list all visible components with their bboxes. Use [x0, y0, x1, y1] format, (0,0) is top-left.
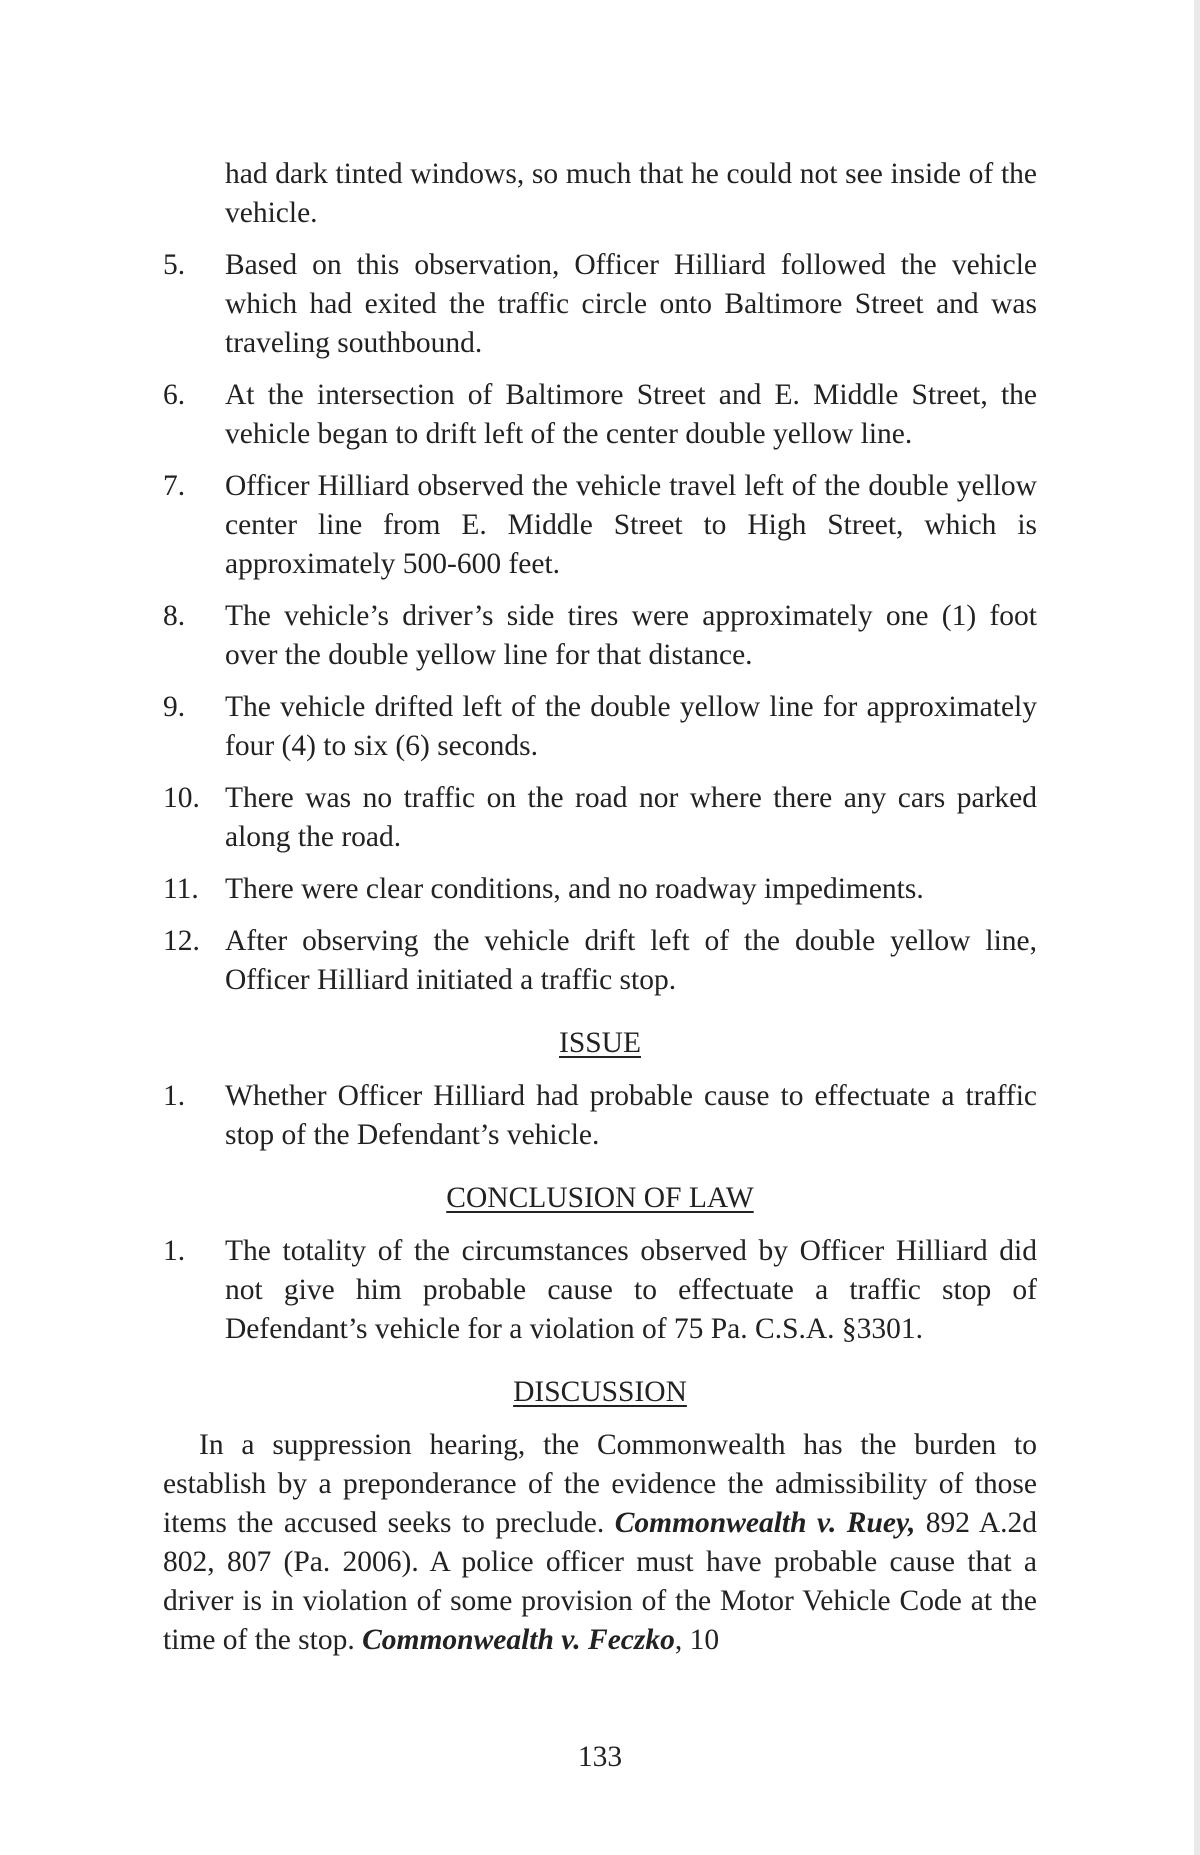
finding-item [163, 779, 1037, 857]
finding-number: 11. [163, 873, 199, 905]
finding-item [163, 376, 1037, 454]
discussion-text-2: 892 A.2d 802, 807 (Pa. 2006). A police officer must have probable cause that a driver is in violation of some provision of the Motor Vehicle Code at the time of the stop. [163, 1507, 1038, 1656]
page-number: 133 [577, 1741, 623, 1773]
finding-number: 12. [163, 925, 200, 957]
continuation-text: had dark tinted windows, so much that he could not see inside of the vehicle. [225, 158, 1037, 229]
case-citation: Commonwealth v. Feczko [362, 1624, 675, 1656]
conclusion-heading: CONCLUSION OF LAW [446, 1182, 754, 1214]
discussion-paragraph [163, 1426, 1037, 1660]
conclusion-item [163, 1232, 1037, 1349]
finding-item [163, 597, 1037, 675]
issue-heading: ISSUE [559, 1027, 641, 1059]
issue-item [163, 1077, 1037, 1155]
finding-item [163, 688, 1037, 766]
conclusion-text: The totality of the circumstances observed by Officer Hilliard did not give him probable cause to effectuate a traffic stop of Defendant’s vehicle for a violation of 75 Pa. C.S.A. §3301. [225, 1235, 1037, 1345]
finding-item [163, 467, 1037, 584]
finding-text: Officer Hilliard observed the vehicle travel left of the double yellow center line from E. Middle Street to High Street, which is approximately 500-600 feet. [225, 470, 1037, 580]
finding-text: The vehicle drifted left of the double yellow line for approximately four (4) to six (6) seconds. [225, 691, 1037, 762]
finding-number: 5. [163, 249, 186, 281]
findings-continuation [163, 155, 1037, 233]
finding-number: 6. [163, 379, 186, 411]
conclusion-number: 1. [163, 1235, 186, 1267]
finding-text: Based on this observation, Officer Hilliard followed the vehicle which had exited the traffic circle onto Baltimore Street and was traveling southbound. [225, 249, 1037, 359]
discussion-heading: DISCUSSION [513, 1376, 687, 1408]
issue-text: Whether Officer Hilliard had probable cause to effectuate a traffic stop of the Defendant’s vehicle. [225, 1080, 1037, 1151]
finding-text: There was no traffic on the road nor where there any cars parked along the road. [225, 782, 1037, 853]
findings-list [163, 246, 1037, 1000]
finding-item [163, 922, 1037, 1000]
issue-number: 1. [163, 1080, 186, 1112]
finding-text: There were clear conditions, and no roadway impediments. [225, 873, 924, 905]
finding-number: 10. [163, 782, 200, 814]
finding-number: 9. [163, 691, 186, 723]
discussion-text-3: , 10 [674, 1624, 720, 1656]
finding-text: The vehicle’s driver’s side tires were approximately one (1) foot over the double yellow line for that distance. [225, 600, 1037, 671]
finding-number: 8. [163, 600, 186, 632]
case-citation: Commonwealth v. Ruey, [614, 1507, 916, 1539]
finding-number: 7. [163, 470, 186, 502]
finding-item [163, 870, 1037, 909]
finding-item [163, 246, 1037, 363]
body-text [163, 155, 1037, 1660]
finding-text: At the intersection of Baltimore Street and E. Middle Street, the vehicle began to drift left of the center double yellow line. [225, 379, 1037, 450]
finding-text: After observing the vehicle drift left of the double yellow line, Officer Hilliard initiated a traffic stop. [225, 925, 1037, 996]
page-edge [1194, 0, 1200, 1855]
discussion-text-1: In a suppression hearing, the Commonwealth has the burden to establish by a preponderance of the evidence the admissibility of those items the accused seeks to preclude. [163, 1429, 1037, 1539]
